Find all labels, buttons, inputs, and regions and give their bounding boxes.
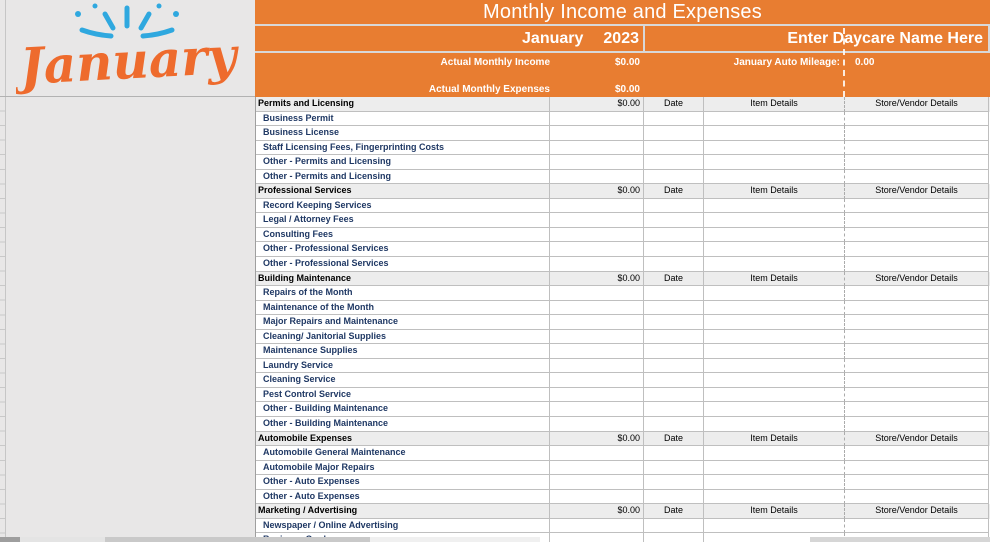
- column-gridline: [5, 0, 6, 542]
- expense-item-name-cell[interactable]: Maintenance of the Month: [256, 301, 550, 316]
- expense-amount-cell[interactable]: [550, 315, 644, 330]
- window-fragment: [20, 537, 105, 542]
- auto-mileage-value[interactable]: 0.00: [855, 57, 875, 68]
- expense-amount-cell[interactable]: [550, 301, 644, 316]
- store-details-header-cell[interactable]: Store/Vendor Details: [845, 432, 989, 447]
- expense-item-details-cell[interactable]: [704, 228, 845, 243]
- store-details-header-cell[interactable]: Store/Vendor Details: [845, 504, 989, 519]
- expense-date-cell[interactable]: [644, 199, 704, 214]
- section-name-cell[interactable]: Professional Services: [256, 184, 550, 199]
- window-fragment: [370, 537, 540, 542]
- expense-item-details-cell[interactable]: [704, 388, 845, 403]
- date-column-header-cell[interactable]: Date: [644, 504, 704, 519]
- expense-item-details-cell[interactable]: [704, 359, 845, 374]
- expense-item-details-cell[interactable]: [704, 446, 845, 461]
- expense-item-row: [256, 402, 990, 417]
- expense-store-details-cell[interactable]: [845, 155, 989, 170]
- expense-item-name-cell[interactable]: Other - Auto Expenses: [256, 490, 550, 505]
- expense-item-row: [256, 170, 990, 185]
- expense-date-cell[interactable]: [644, 402, 704, 417]
- item-details-header-cell[interactable]: Item Details: [704, 97, 845, 112]
- item-details-header-cell[interactable]: Item Details: [704, 272, 845, 287]
- expense-item-name-cell[interactable]: Consulting Fees: [256, 228, 550, 243]
- expense-item-row: [256, 446, 990, 461]
- january-logo: [16, 2, 252, 96]
- expense-amount-cell[interactable]: [550, 461, 644, 476]
- expense-store-details-cell[interactable]: [845, 344, 989, 359]
- expense-amount-cell[interactable]: [550, 170, 644, 185]
- item-details-header-cell[interactable]: Item Details: [704, 184, 845, 199]
- expense-store-details-cell[interactable]: [845, 330, 989, 345]
- expense-store-details-cell[interactable]: [845, 228, 989, 243]
- page-break-line: [843, 28, 845, 97]
- expense-store-details-cell[interactable]: [845, 301, 989, 316]
- expense-item-row: [256, 490, 990, 505]
- expense-store-details-cell[interactable]: [845, 373, 989, 388]
- expense-store-details-cell[interactable]: [845, 417, 989, 432]
- expense-date-cell[interactable]: [644, 490, 704, 505]
- expense-item-name-cell[interactable]: Laundry Service: [256, 359, 550, 374]
- expense-item-row: [256, 373, 990, 388]
- section-amount-cell[interactable]: $0.00: [550, 184, 644, 199]
- expense-item-row: [256, 417, 990, 432]
- section-amount-cell[interactable]: $0.00: [550, 504, 644, 519]
- auto-mileage-label: January Auto Mileage:: [733, 57, 840, 68]
- january-logo-graphic: [16, 2, 252, 96]
- expense-item-details-cell[interactable]: [704, 213, 845, 228]
- expense-item-name-cell[interactable]: Other - Permits and Licensing: [256, 170, 550, 185]
- expense-date-cell[interactable]: [644, 315, 704, 330]
- section-header-row: [256, 504, 990, 519]
- expense-store-details-cell[interactable]: [845, 170, 989, 185]
- expense-item-details-cell[interactable]: [704, 417, 845, 432]
- expense-store-details-cell[interactable]: [845, 242, 989, 257]
- expense-amount-cell[interactable]: [550, 519, 644, 534]
- window-fragment: [0, 537, 20, 542]
- expense-date-cell[interactable]: [644, 388, 704, 403]
- section-name-cell[interactable]: Building Maintenance: [256, 272, 550, 287]
- left-panel: [0, 0, 255, 542]
- expense-date-cell[interactable]: [644, 461, 704, 476]
- expense-date-cell[interactable]: [644, 228, 704, 243]
- expense-amount-cell[interactable]: [550, 155, 644, 170]
- expense-item-row: [256, 461, 990, 476]
- expense-item-name-cell[interactable]: Other - Professional Services: [256, 257, 550, 272]
- expense-item-row: [256, 257, 990, 272]
- expense-item-details-cell[interactable]: [704, 126, 845, 141]
- header-row-2: [255, 26, 990, 53]
- window-fragment: [105, 537, 370, 542]
- sheet-header: [255, 0, 990, 97]
- expense-amount-cell[interactable]: [550, 242, 644, 257]
- daycare-name-cell[interactable]: Enter Daycare Name Here: [645, 26, 990, 51]
- expense-store-details-cell[interactable]: [845, 461, 989, 476]
- expense-item-name-cell[interactable]: Pest Control Service: [256, 388, 550, 403]
- panel-divider-line: [0, 96, 255, 97]
- expense-amount-cell[interactable]: [550, 344, 644, 359]
- page-title: Monthly Income and Expenses: [255, 0, 990, 26]
- section-name-cell[interactable]: Marketing / Advertising: [256, 504, 550, 519]
- expense-date-cell[interactable]: [644, 519, 704, 534]
- expense-item-name-cell[interactable]: Automobile General Maintenance: [256, 446, 550, 461]
- expense-store-details-cell[interactable]: [845, 112, 989, 127]
- expense-item-name-cell[interactable]: Business License: [256, 126, 550, 141]
- section-header-row: [256, 184, 990, 199]
- expense-amount-cell[interactable]: [550, 388, 644, 403]
- expense-date-cell[interactable]: [644, 533, 704, 542]
- expense-date-cell[interactable]: [644, 155, 704, 170]
- expense-store-details-cell[interactable]: [845, 126, 989, 141]
- expense-item-row: [256, 155, 990, 170]
- expense-item-details-cell[interactable]: [704, 373, 845, 388]
- expense-item-details-cell[interactable]: [704, 199, 845, 214]
- expense-item-row: [256, 330, 990, 345]
- expense-item-row: [256, 228, 990, 243]
- expense-item-details-cell[interactable]: [704, 475, 845, 490]
- expense-date-cell[interactable]: [644, 330, 704, 345]
- section-name-cell[interactable]: Permits and Licensing: [256, 97, 550, 112]
- expense-item-name-cell[interactable]: Legal / Attorney Fees: [256, 213, 550, 228]
- expense-store-details-cell[interactable]: [845, 359, 989, 374]
- expense-item-name-cell[interactable]: Cleaning Service: [256, 373, 550, 388]
- expense-item-row: [256, 344, 990, 359]
- expense-item-details-cell[interactable]: [704, 112, 845, 127]
- expense-amount-cell[interactable]: [550, 490, 644, 505]
- expense-item-row: [256, 359, 990, 374]
- expense-date-cell[interactable]: [644, 112, 704, 127]
- expense-store-details-cell[interactable]: [845, 475, 989, 490]
- store-details-header-cell[interactable]: Store/Vendor Details: [845, 97, 989, 112]
- section-amount-cell[interactable]: $0.00: [550, 272, 644, 287]
- section-amount-cell[interactable]: $0.00: [550, 432, 644, 447]
- expense-item-name-cell[interactable]: Other - Professional Services: [256, 242, 550, 257]
- expense-store-details-cell[interactable]: [845, 257, 989, 272]
- expense-store-details-cell[interactable]: [845, 141, 989, 156]
- section-header-row: [256, 432, 990, 447]
- expense-item-name-cell[interactable]: Other - Auto Expenses: [256, 475, 550, 490]
- expense-store-details-cell[interactable]: [845, 402, 989, 417]
- store-details-header-cell[interactable]: Store/Vendor Details: [845, 272, 989, 287]
- expense-date-cell[interactable]: [644, 373, 704, 388]
- expense-item-name-cell[interactable]: Business Permit: [256, 112, 550, 127]
- expense-date-cell[interactable]: [644, 286, 704, 301]
- expense-date-cell[interactable]: [644, 475, 704, 490]
- expense-date-cell[interactable]: [644, 344, 704, 359]
- expense-item-details-cell[interactable]: [704, 155, 845, 170]
- expense-date-cell[interactable]: [644, 126, 704, 141]
- expense-store-details-cell[interactable]: [845, 315, 989, 330]
- expense-store-details-cell[interactable]: [845, 490, 989, 505]
- expense-store-details-cell[interactable]: [845, 286, 989, 301]
- actual-expenses-label: Actual Monthly Expenses: [428, 84, 550, 95]
- expense-item-name-cell[interactable]: Cleaning/ Janitorial Supplies: [256, 330, 550, 345]
- section-header-row: [256, 272, 990, 287]
- expense-item-row: [256, 141, 990, 156]
- expense-item-row: [256, 242, 990, 257]
- expense-store-details-cell[interactable]: [845, 446, 989, 461]
- expense-amount-cell[interactable]: [550, 228, 644, 243]
- date-column-header-cell[interactable]: Date: [644, 97, 704, 112]
- section-header-row: [256, 97, 990, 112]
- expense-amount-cell[interactable]: [550, 402, 644, 417]
- expense-table: [255, 97, 990, 542]
- expense-amount-cell[interactable]: [550, 199, 644, 214]
- expense-date-cell[interactable]: [644, 242, 704, 257]
- section-amount-cell[interactable]: $0.00: [550, 97, 644, 112]
- expense-item-row: [256, 213, 990, 228]
- expense-item-name-cell[interactable]: Newspaper / Online Advertising: [256, 519, 550, 534]
- expense-amount-cell[interactable]: [550, 373, 644, 388]
- expense-amount-cell[interactable]: [550, 141, 644, 156]
- expense-item-details-cell[interactable]: [704, 461, 845, 476]
- date-column-header-cell[interactable]: Date: [644, 184, 704, 199]
- expense-item-details-cell[interactable]: [704, 141, 845, 156]
- expense-item-row: [256, 199, 990, 214]
- expense-item-name-cell[interactable]: Record Keeping Services: [256, 199, 550, 214]
- expense-item-row: [256, 519, 990, 534]
- expense-date-cell[interactable]: [644, 213, 704, 228]
- expense-item-row: [256, 112, 990, 127]
- expense-store-details-cell[interactable]: [845, 519, 989, 534]
- expense-item-name-cell[interactable]: Repairs of the Month: [256, 286, 550, 301]
- expense-item-row: [256, 388, 990, 403]
- expense-item-details-cell[interactable]: [704, 315, 845, 330]
- window-fragment: [810, 537, 990, 542]
- expense-amount-cell[interactable]: [550, 533, 644, 542]
- expense-amount-cell[interactable]: [550, 257, 644, 272]
- expense-item-name-cell[interactable]: Staff Licensing Fees, Fingerprinting Costs: [256, 141, 550, 156]
- actual-income-label: Actual Monthly Income: [440, 57, 550, 68]
- logo-text: January: [18, 25, 238, 96]
- year-label: 2023: [603, 29, 639, 47]
- expense-date-cell[interactable]: [644, 301, 704, 316]
- expense-amount-cell[interactable]: [550, 417, 644, 432]
- expense-item-details-cell[interactable]: [704, 170, 845, 185]
- date-column-header-cell[interactable]: Date: [644, 272, 704, 287]
- expense-amount-cell[interactable]: [550, 359, 644, 374]
- expense-item-details-cell[interactable]: [704, 242, 845, 257]
- expense-item-row: [256, 286, 990, 301]
- actual-income-value[interactable]: $0.00: [614, 57, 640, 68]
- store-details-header-cell[interactable]: Store/Vendor Details: [845, 184, 989, 199]
- expense-item-row: [256, 301, 990, 316]
- expense-item-name-cell[interactable]: Other - Permits and Licensing: [256, 155, 550, 170]
- actual-expenses-value[interactable]: $0.00: [614, 84, 640, 95]
- expense-item-details-cell[interactable]: [704, 330, 845, 345]
- expense-date-cell[interactable]: [644, 359, 704, 374]
- expense-item-name-cell[interactable]: Major Repairs and Maintenance: [256, 315, 550, 330]
- expense-amount-cell[interactable]: [550, 446, 644, 461]
- expense-item-row: [256, 126, 990, 141]
- expense-date-cell[interactable]: [644, 170, 704, 185]
- expense-item-name-cell[interactable]: Automobile Major Repairs: [256, 461, 550, 476]
- item-details-header-cell[interactable]: Item Details: [704, 504, 845, 519]
- expense-store-details-cell[interactable]: [845, 213, 989, 228]
- expense-item-name-cell[interactable]: Other - Building Maintenance: [256, 417, 550, 432]
- expense-item-details-cell[interactable]: [704, 286, 845, 301]
- date-column-header-cell[interactable]: Date: [644, 432, 704, 447]
- expense-item-details-cell[interactable]: [704, 257, 845, 272]
- expense-date-cell[interactable]: [644, 141, 704, 156]
- expense-amount-cell[interactable]: [550, 126, 644, 141]
- expense-date-cell[interactable]: [644, 417, 704, 432]
- expense-amount-cell[interactable]: [550, 112, 644, 127]
- expense-amount-cell[interactable]: [550, 475, 644, 490]
- expense-item-name-cell[interactable]: Maintenance Supplies: [256, 344, 550, 359]
- expense-item-details-cell[interactable]: [704, 344, 845, 359]
- expense-item-row: [256, 475, 990, 490]
- month-label: January: [522, 29, 584, 47]
- expense-store-details-cell[interactable]: [845, 388, 989, 403]
- item-details-header-cell[interactable]: Item Details: [704, 432, 845, 447]
- expense-amount-cell[interactable]: [550, 286, 644, 301]
- expense-amount-cell[interactable]: [550, 330, 644, 345]
- expense-item-details-cell[interactable]: [704, 301, 845, 316]
- expense-item-details-cell[interactable]: [704, 519, 845, 534]
- expense-date-cell[interactable]: [644, 446, 704, 461]
- expense-date-cell[interactable]: [644, 257, 704, 272]
- expense-item-details-cell[interactable]: [704, 490, 845, 505]
- month-year-cell[interactable]: [255, 26, 645, 51]
- expense-item-row: [256, 315, 990, 330]
- expense-store-details-cell[interactable]: [845, 199, 989, 214]
- expense-item-name-cell[interactable]: Other - Building Maintenance: [256, 402, 550, 417]
- section-name-cell[interactable]: Automobile Expenses: [256, 432, 550, 447]
- expense-amount-cell[interactable]: [550, 213, 644, 228]
- expense-item-details-cell[interactable]: [704, 402, 845, 417]
